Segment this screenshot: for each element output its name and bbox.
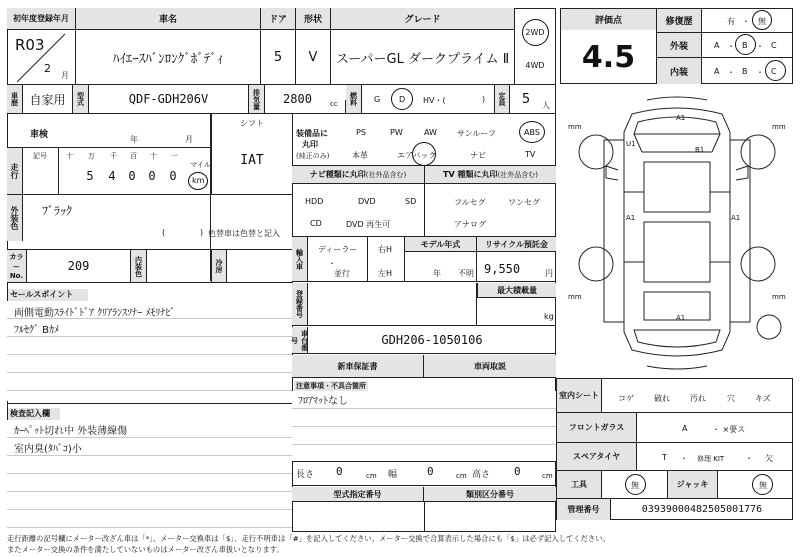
equip-sunroof: サンルーフ xyxy=(457,129,496,138)
fuel-d-circle xyxy=(391,88,413,110)
tools-value: 無 xyxy=(631,481,639,490)
color-value: ﾌﾞﾗｯｸ xyxy=(42,204,73,218)
interior-label: 内装 xyxy=(657,58,702,84)
km-circle xyxy=(188,172,208,190)
color-no-label: カラーNo. xyxy=(7,250,27,282)
jack-label: ジャッキ xyxy=(668,471,718,499)
diag-a1-bottom: A1 xyxy=(676,314,686,322)
score-label: 評価点 xyxy=(561,9,656,30)
car-diagram xyxy=(562,92,792,374)
shift-label: シフト xyxy=(240,119,264,128)
import-label: 輸入車 xyxy=(292,237,308,281)
doors-value: 5 xyxy=(260,30,295,84)
length-label: 長さ xyxy=(296,470,315,480)
tv-analog: アナログ xyxy=(454,220,486,229)
inspector-line-1: ｶｰﾍﾟｯﾄ切れ中 外装薄線傷 xyxy=(14,426,128,437)
equip-leather: 本革 xyxy=(352,151,368,160)
displacement-value: 2800 xyxy=(283,92,312,106)
displacement-label: 排気量 xyxy=(249,85,265,113)
repair-dot: ・ xyxy=(742,17,750,26)
max-load-unit: kg xyxy=(544,312,554,321)
interior-b: B xyxy=(742,67,748,76)
interior-sep2: ・ xyxy=(756,68,764,77)
grade-value: スーパーGL ダークプライム Ⅱ xyxy=(330,30,514,84)
recycle-label: リサイクル預託金 xyxy=(477,237,556,252)
equip-title-2: 丸印 xyxy=(302,140,318,149)
equip-ps: PS xyxy=(356,128,366,137)
score-value: 4.5 xyxy=(581,39,636,75)
sales-line-2: ﾌﾙｾｸﾞ Bｶﾒ xyxy=(14,325,60,336)
spare-repair: 修理 KIT xyxy=(697,455,725,463)
diag-u1: U1 xyxy=(626,140,636,148)
tools-label: 工具 xyxy=(557,471,602,499)
inspection-label: 車検 xyxy=(30,130,49,140)
interior-sep1: ・ xyxy=(727,68,735,77)
year-label: 初年度登録年月 xyxy=(7,8,75,30)
exterior-sep2: ・ xyxy=(756,42,764,51)
color-change-close: ) xyxy=(200,228,204,237)
jack-circle xyxy=(752,474,773,495)
year-value: R03 xyxy=(15,36,45,54)
drive-2wd: 2WD xyxy=(525,27,545,37)
month-value: 2 xyxy=(44,62,51,75)
record-label: 記号 xyxy=(33,152,47,160)
notes-value: ﾌﾛｱﾏｯﾄなし xyxy=(298,396,348,407)
seat-hole: 穴 xyxy=(727,394,735,403)
cc-unit: cc xyxy=(330,100,346,113)
warranty-label: 新車保証書 xyxy=(292,355,424,377)
class-no-label: 類別区分番号 xyxy=(424,487,556,502)
door-label: ドア xyxy=(260,8,295,30)
equip-aw: AW xyxy=(424,128,437,137)
model-year-unit: 年 xyxy=(433,269,441,278)
digit-3: 0 xyxy=(128,169,136,183)
color-change-note: 色替車は色替と記入 xyxy=(208,229,280,238)
model-label: 型式 xyxy=(73,85,89,113)
shift-value: IAT xyxy=(240,152,264,168)
recycle-value: 9,550 xyxy=(484,262,521,276)
digit-label-3: 百 xyxy=(130,152,137,160)
digit-label-2: 千 xyxy=(110,152,117,160)
usage-value: 自家用 xyxy=(23,85,73,113)
fuel-hv: HV・( xyxy=(423,96,446,105)
mgmt-value: 03939000482505001776 xyxy=(641,504,763,515)
color-no-value: 209 xyxy=(27,250,131,282)
shape-label: 形状 xyxy=(295,8,330,30)
spare-label: スペアタイヤ xyxy=(557,443,637,471)
exterior-c: C xyxy=(771,41,777,50)
equip-abs: ABS xyxy=(524,128,540,137)
spare-t: T xyxy=(662,453,667,462)
import-left-h: 左H xyxy=(378,269,393,278)
nav-dvd-play: DVD 再生可 xyxy=(346,220,391,229)
spare-missing: 欠 xyxy=(765,454,773,463)
equip-pw: PW xyxy=(390,128,403,137)
digit-label-1: 万 xyxy=(88,152,95,160)
seat-dirt: 汚れ xyxy=(690,394,706,403)
diag-mm-br: mm xyxy=(772,293,786,301)
glass-rest: ・ ×要ス xyxy=(712,425,746,434)
seat-scratch: キズ xyxy=(755,394,771,403)
diag-b1: B1 xyxy=(695,146,705,154)
chassis-label: 車台番号 xyxy=(292,327,308,353)
km-label: km xyxy=(192,176,205,185)
digit-label-5: 一 xyxy=(171,152,178,160)
digit-label-0: 十 xyxy=(66,152,73,160)
shape-value: V xyxy=(295,30,330,84)
abs-circle xyxy=(519,121,545,143)
drive-2wd-circle xyxy=(522,19,549,46)
diag-mm-tr: mm xyxy=(772,123,786,131)
exterior-sep1: ・ xyxy=(727,42,735,51)
airbag-circle xyxy=(412,142,436,166)
digit-2: 4 xyxy=(108,169,116,183)
model-year-unknown: 不明 xyxy=(458,269,474,278)
diag-mm-tl: mm xyxy=(568,123,582,131)
height-value: 0 xyxy=(514,465,521,478)
height-unit: cm xyxy=(542,472,553,480)
car-name-label: 車名 xyxy=(75,8,260,30)
tv-fullseg: フルセグ xyxy=(454,198,486,207)
chassis-value: GDH206-1050106 xyxy=(381,333,483,347)
footer-line-2: またメーター交換の条件を満たしていないものはメーター改ざん車扱いとなります。 xyxy=(7,545,284,554)
diag-a1-left: A1 xyxy=(626,214,636,222)
import-parallel: 並行 xyxy=(334,269,350,278)
interior-c-circle xyxy=(765,60,786,81)
ac-label: 冷房 xyxy=(211,250,227,282)
height-label: 高さ xyxy=(472,470,491,480)
grade-label: グレード xyxy=(330,8,514,30)
model-value: QDF-GDH206V xyxy=(89,85,249,113)
repair-yes: 有 xyxy=(727,17,735,26)
month-unit: 月 xyxy=(61,71,69,80)
nav-title: ナビ種類に丸印 (社外品含む) xyxy=(292,166,424,184)
diag-a1-right: A1 xyxy=(731,214,741,222)
fuel-close: ) xyxy=(482,95,486,104)
exterior-b: B xyxy=(742,41,748,50)
digit-label-4: 十 xyxy=(150,152,157,160)
seat-burn: コゲ xyxy=(618,394,634,403)
fuel-d: D xyxy=(399,95,406,104)
drive-4wd: 4WD xyxy=(525,60,545,70)
fuel-label: 燃料 xyxy=(346,85,362,113)
length-value: 0 xyxy=(336,465,343,478)
repair-no-circle xyxy=(752,10,772,30)
reg-no-label: 登録番号 xyxy=(292,283,308,325)
tv-title: TV 種類に丸印 (社外品含む) xyxy=(424,166,556,184)
capacity-value: 5 xyxy=(521,91,531,107)
car-name: ﾊｲｴｰｽﾊﾞﾝﾛﾝｸﾞﾎﾞﾃﾞｨ xyxy=(112,51,224,67)
nav-dvd: DVD xyxy=(358,197,376,206)
max-load-label: 最大積載量 xyxy=(477,283,556,298)
width-value: 0 xyxy=(427,465,434,478)
exterior-a: A xyxy=(714,41,720,50)
fuel-g: G xyxy=(374,95,381,104)
equip-title-3: (純正のみ) xyxy=(296,152,330,160)
mile-label: マイル xyxy=(190,161,211,169)
repair-label: 修復歴 xyxy=(657,9,702,33)
inspector-line-2: 室内臭(ﾀﾊﾞｺ)小 xyxy=(14,444,82,455)
glass-a: A xyxy=(682,424,688,433)
recycle-yen: 円 xyxy=(545,269,553,278)
nav-sd: SD xyxy=(405,197,417,206)
model-year-label: モデル年式 xyxy=(405,237,476,252)
interior-c: C xyxy=(771,67,777,76)
width-label: 幅 xyxy=(388,470,398,480)
int-color-label: 内装色 xyxy=(131,250,147,282)
equip-tv: TV xyxy=(525,150,536,159)
equip-title-1: 装備品に xyxy=(296,129,328,138)
inspector-label: 検査記入欄 xyxy=(8,408,60,420)
digit-1: 5 xyxy=(86,169,94,183)
length-unit: cm xyxy=(366,472,377,480)
type-no-label: 型式指定番号 xyxy=(292,487,424,502)
import-dealer: ディーラー xyxy=(318,245,358,254)
sales-label: セールスポイント xyxy=(8,289,88,301)
diag-a1-top: A1 xyxy=(676,114,686,122)
glass-label: フロントガラス xyxy=(557,413,637,443)
width-unit: cm xyxy=(456,472,467,480)
nav-cd: CD xyxy=(310,219,322,228)
capacity-label: 定員 xyxy=(494,85,510,113)
mileage-label: 走行 xyxy=(7,148,23,194)
footer-line-1: 走行距離の記号欄にメーター改ざん車は「*」、メーター交換車は「$」、走行不明車は「#」を記入してください。メーター交換で合算表示した場合にも「$」は必ず記入してください。 xyxy=(7,534,610,543)
mgmt-label: 管理番号 xyxy=(557,499,611,520)
tools-circle xyxy=(625,474,646,495)
usage-label: 車歴 xyxy=(7,85,23,113)
interior-a: A xyxy=(714,67,720,76)
inspection-month-unit: 月 xyxy=(185,135,193,144)
nav-hdd: HDD xyxy=(305,197,324,206)
sales-line-1: 両側電動ｽﾗｲﾄﾞﾄﾞｱ ｸﾘｱﾗﾝｽｿﾅｰ ﾒﾓﾘﾅﾋﾞ xyxy=(14,308,176,319)
spare-dot1: ・ xyxy=(680,454,688,463)
digit-4: 0 xyxy=(148,169,156,183)
seat-tear: 破れ xyxy=(654,394,670,403)
equip-airbag: エアバック xyxy=(397,151,437,160)
color-label: 外装色 xyxy=(7,195,23,241)
manual-label: 車両取説 xyxy=(424,355,556,377)
seat-label: 室内シート xyxy=(557,379,602,413)
notes-label: 注意事項・不具合箇所 xyxy=(296,382,366,390)
person-unit: 人 xyxy=(542,101,550,110)
color-change-open: ( xyxy=(162,228,166,237)
inspection-year-unit: 年 xyxy=(130,135,138,144)
jack-value: 無 xyxy=(759,481,767,490)
exterior-b-circle xyxy=(735,34,756,55)
import-dealer-dot: ・ xyxy=(328,259,336,268)
spare-dot2: ・ xyxy=(745,454,753,463)
digit-5: 0 xyxy=(169,169,177,183)
equip-navi: ナビ xyxy=(470,151,486,160)
repair-no: 無 xyxy=(758,17,766,26)
diag-mm-bl: mm xyxy=(568,293,582,301)
import-right-h: 右H xyxy=(378,245,393,254)
tv-oneseg: ワンセグ xyxy=(508,198,540,207)
exterior-label: 外装 xyxy=(657,33,702,58)
